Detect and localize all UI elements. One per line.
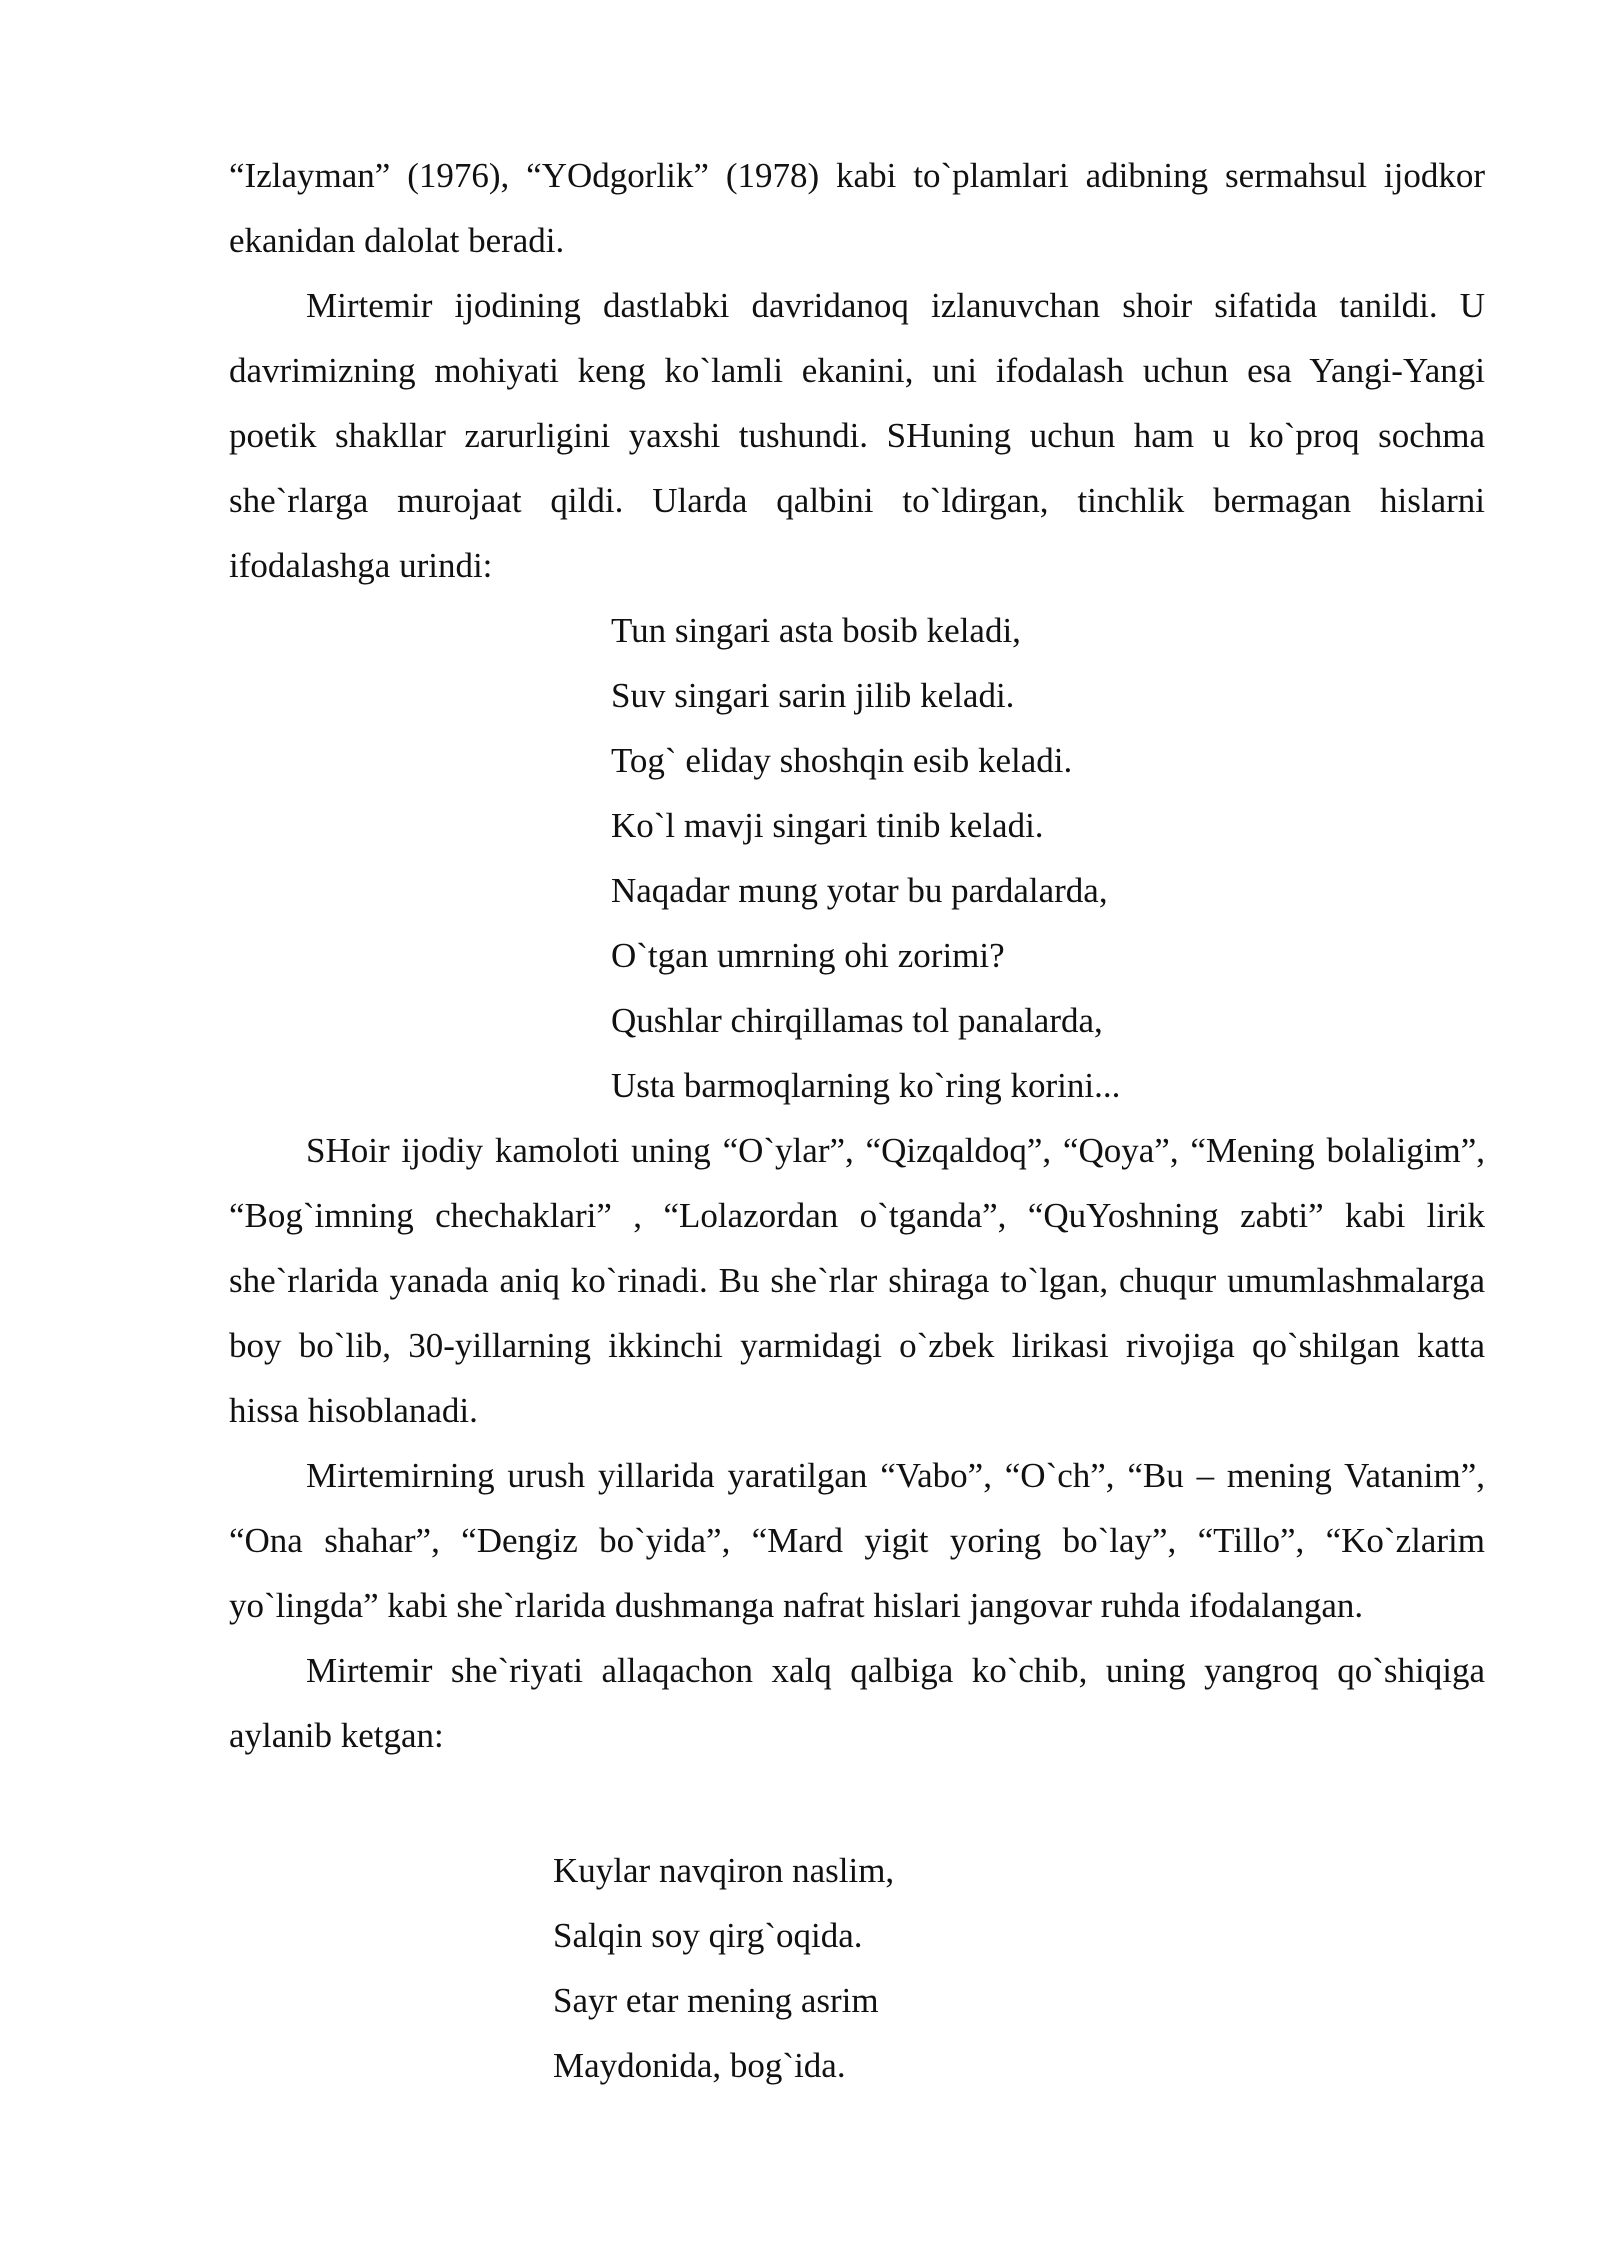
poem-line: Sayr etar mening asrim	[553, 1981, 879, 2020]
poem-line: O`tgan umrning ohi zorimi?	[611, 936, 1005, 975]
poem-line: Tog` eliday shoshqin esib keladi.	[611, 741, 1073, 780]
poem-line: Naqadar mung yotar bu pardalarda,	[611, 871, 1108, 910]
poem-line: Tun singari asta bosib keladi,	[611, 611, 1021, 650]
poem-stanza-1	[611, 598, 1120, 1118]
poem-line: Maydonida, bog`ida.	[553, 2046, 846, 2085]
poem-line: Usta barmoqlarning ko`ring korini...	[611, 1066, 1121, 1105]
poem-line: Ko`l mavji singari tinib keladi.	[611, 806, 1044, 845]
paragraph: Mirtemir she`riyati allaqachon xalq qalbiga ko`chib, uning yangroq qo`shiqiga aylanib ketgan:	[229, 1651, 1485, 1755]
text-block-top	[229, 143, 1485, 598]
poem-stanza-2	[553, 1838, 894, 2098]
paragraph: “Izlayman” (1976), “YOdgorlik” (1978) kabi to`plamlari adibning sermahsul ijodkor ekanidan dalolat beradi.	[229, 156, 1485, 260]
paragraph: SHoir ijodiy kamoloti uning “O`ylar”, “Qizqaldoq”, “Qoya”, “Mening bolaligim”, “Bog`imning chechaklari” , “Lolazordan o`tganda”, “QuYoshning zabti” kabi lirik she`rlarida yanada aniq ko`rinadi. Bu she`rlar shiraga to`lgan, chuqur umumlashmalarga boy bo`lib, 30-yillarning ikkinchi yarmidagi o`zbek lirikasi rivojiga qo`shilgan katta hissa hisoblanadi.	[229, 1131, 1485, 1430]
poem-line: Salqin soy qirg`oqida.	[553, 1916, 863, 1955]
poem-line: Suv singari sarin jilib keladi.	[611, 676, 1015, 715]
paragraph: Mirtemir ijodining dastlabki davridanoq izlanuvchan shoir sifatida tanildi. U davrimizning mohiyati keng ko`lamli ekanini, uni ifodalash uchun esa Yangi-Yangi poetik shakllar zarurligini yaxshi tushundi. SHuning uchun ham u ko`proq sochma she`rlarga murojaat qildi. Ularda qalbini to`ldirgan, tinchlik bermagan hislarni ifodalashga urindi:	[229, 286, 1485, 585]
text-block-middle	[229, 1118, 1485, 1768]
paragraph: Mirtemirning urush yillarida yaratilgan “Vabo”, “O`ch”, “Bu – mening Vatanim”, “Ona shahar”, “Dengiz bo`yida”, “Mard yigit yoring bo`lay”, “Tillo”, “Ko`zlarim yo`lingda” kabi she`rlarida dushmanga nafrat hislari jangovar ruhda ifodalangan.	[229, 1456, 1485, 1625]
poem-line: Kuylar navqiron naslim,	[553, 1851, 895, 1890]
poem-line: Qushlar chirqillamas tol panalarda,	[611, 1001, 1103, 1040]
